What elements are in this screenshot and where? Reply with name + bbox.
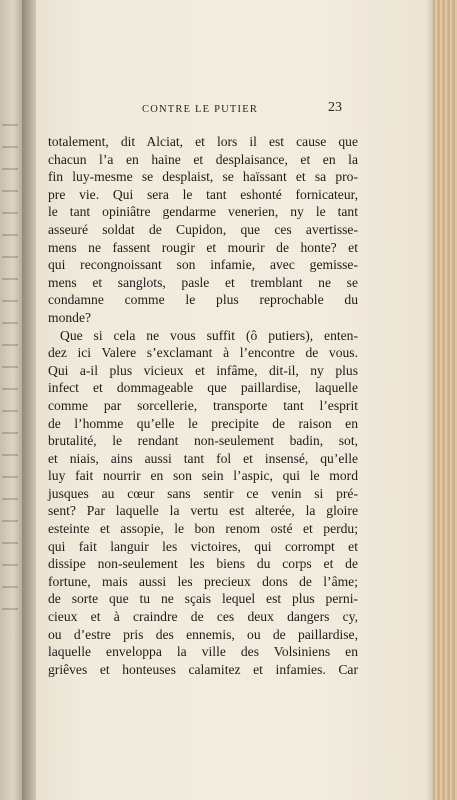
running-head: CONTRE LE PUTIER [142, 104, 259, 115]
text-line: brutalité, le rendant non-seulement badin, sot, [48, 433, 358, 449]
text-line: le tant opiniâtre gendarme venerien, ny le tant [48, 204, 358, 220]
text-line: luy fait nourrir en son sein l’aspic, qui le mord [48, 468, 358, 484]
text-line: qui fait languir les victoires, qui corrompt et [48, 538, 358, 554]
previous-page-text-bleed [2, 110, 18, 630]
text-line: jusques au cœur sans sentir ce venin si pré- [48, 485, 358, 501]
text-line: totalement, dit Alciat, et lors il est cause que [48, 134, 358, 149]
text-line: chacun l’a en haine et desplaisance, et en la [48, 151, 358, 167]
text-line: pre vie. Qui sera le tant eshonté fornicateur, [48, 186, 358, 202]
text-line: laquelle enveloppa la ville des Volsiniens en [48, 644, 358, 660]
text-line: asseuré soldat de Cupidon, que ces avertisse- [48, 221, 358, 237]
book-gutter [22, 0, 36, 800]
text-line: ou d’estre pris des ennemis, ou de paillardise, [48, 626, 358, 642]
text-line: qui recongnoissant son infamie, avec gemisse- [48, 257, 358, 273]
text-line: fin luy-mesme se desplaist, se haïssant et sa pro- [48, 169, 358, 185]
text-line: infect et dommageable que paillardise, laquelle [48, 380, 358, 396]
text-line: mens et sanglots, pasle et tremblant ne se [48, 274, 358, 290]
text-line: condamne comme le plus reprochable du [48, 292, 358, 308]
text-line: mens ne fassent rougir et mourir de honte? et [48, 239, 358, 255]
text-line: dez ici Valere s’exclamant à l’encontre de vous. [48, 345, 358, 361]
text-line: comme par sorcellerie, transporte tant l’esprit [48, 397, 358, 413]
book-fore-edge [433, 0, 457, 800]
text-line: de l’homme qu’elle le precipite de raison en [48, 415, 358, 431]
text-line: esteinte et assopie, le bon renom osté et perdu; [48, 521, 358, 537]
text-line: cieux et à craindre de ces deux dangers cy, [48, 609, 358, 625]
text-line: monde? [48, 309, 92, 325]
body-text [48, 133, 358, 678]
text-line: Qui a-il plus vicieux et infâme, dit-il, ny plus [48, 362, 358, 378]
text-line: de sorte que tu ne sçais lequel est plus perni- [48, 591, 358, 607]
text-line: dissipe non-seulement les biens du corps et de [48, 556, 358, 572]
text-line: Que si cela ne vous suffit (ô putiers), enten- [60, 327, 358, 343]
text-line: et niais, ains aussi tant fol et insensé, qu’elle [48, 450, 358, 466]
text-line: sent? Par laquelle la vertu est alterée, la gloire [48, 503, 358, 519]
text-line: fortune, mais aussi les precieux dons de l’âme; [48, 573, 358, 589]
page-number: 23 [328, 100, 342, 115]
text-line: griêves et honteuses calamitez et infamies. Car [48, 661, 358, 677]
